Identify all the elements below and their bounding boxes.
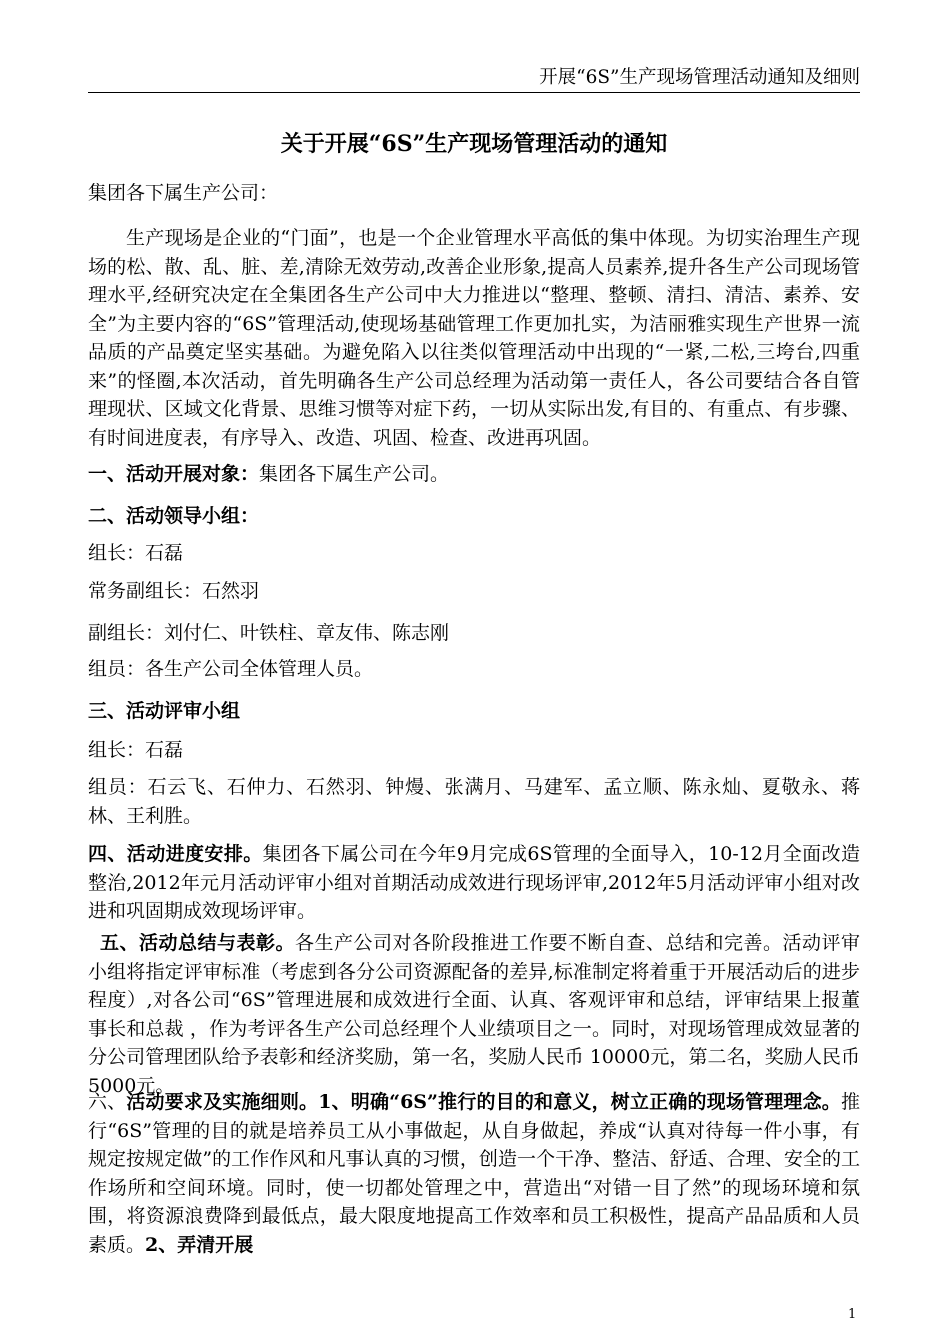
section-6-text: 推行“6S”管理的目的就是培养员工从小事做起，从自身做起，养成“认真对待每一件小事，有规定按规定做”的工作作风和凡事认真的习惯，创造一个干净、整洁、舒适、合理、安全的工作场所和空间环境。同时，使一切都处管理之中，营造出“对错一目了然”的现场环境和氛围，将资源浪费降到最低点，最大限度地提高工作效率和员工积极性，提高产品品质和人员素质。 xyxy=(88,1091,860,1256)
section-2-leader: 组长：石磊 xyxy=(88,542,184,564)
section-5-heading: 五、活动总结与表彰。 xyxy=(100,932,295,954)
section-3-members: 组员：石云飞、石仲力、石然羽、钟熳、张满月、马建军、孟立顺、陈永灿、夏敬永、蒋林、王利胜。 xyxy=(88,776,860,827)
section-6 xyxy=(88,1088,860,1259)
section-2-heading: 二、活动领导小组： xyxy=(88,505,260,527)
section-5 xyxy=(88,929,860,1100)
intro-paragraph: 生产现场是企业的“门面”，也是一个企业管理水平高低的集中体现。为切实治理生产现场的松、散、乱、脏、差,清除无效劳动,改善企业形象,提高人员素养,提升各生产公司现场管理水平,经研究决定在全集团各生产公司中大力推进以“整理、整顿、清扫、清洁、素养、安全”为主要内容的“6S”管理活动,使现场基础管理工作更加扎实，为洁丽雅实现生产世界一流品质的产品奠定坚实基础。为避免陷入以往类似管理活动中出现的“一紧,二松,三垮台,四重来”的怪圈,本次活动，首先明确各生产公司总经理为活动第一责任人，各公司要结合各自管理现状、区域文化背景、思维习惯等对症下药，一切从实际出发,有目的、有重点、有步骤、有时间进度表，有序导入、改造、巩固、检查、改进再巩固。 xyxy=(88,227,860,449)
section-4-text: 集团各下属公司在今年9月完成6S管理的全面导入，10-12月全面改造整治,2012年元月活动评审小组对首期活动成效进行现场评审,2012年5月活动评审小组对改进和巩固期成效现场评审。 xyxy=(88,843,860,922)
header-text: 开展“6S”生产现场管理活动通知及细则 xyxy=(539,67,860,88)
section-6-trailing: 2、弄清开展 xyxy=(145,1233,254,1256)
document-title: 关于开展“6S”生产现场管理活动的通知 xyxy=(280,131,668,157)
section-1-text: 集团各下属生产公司。 xyxy=(259,463,450,485)
section-6-label: 六、 xyxy=(88,1091,127,1113)
section-1 xyxy=(88,460,860,489)
section-4 xyxy=(88,840,860,926)
salutation: 集团各下属生产公司： xyxy=(88,182,279,204)
section-5-text: 各生产公司对各阶段推进工作要不断自查、总结和完善。活动评审小组将指定评审标准（考虑到各分公司资源配备的差异,标准制定将着重于开展活动后的进步程度）,对各公司“6S”管理进展和成效进行全面、认真、客观评审和总结，评审结果上报董事长和总裁 ，作为考评各生产公司总经理个人业绩项目之一。同时，对现场管理成效显著的分公司管理团队给予表彰和经济奖励，第一名，奖励人民币 10000元，第二名，奖励人民币 5000元。 xyxy=(88,932,860,1097)
page-header xyxy=(88,64,860,93)
section-3-leader: 组长：石磊 xyxy=(88,739,184,761)
section-3-heading: 三、活动评审小组 xyxy=(88,700,241,722)
section-6-heading: 活动要求及实施细则。1、明确“6S”推行的目的和意义，树立正确的现场管理理念。 xyxy=(126,1091,841,1113)
section-2-deputies: 副组长：刘付仁、叶铁柱、章友伟、陈志刚 xyxy=(88,622,450,644)
section-2-exec-deputy: 常务副组长：石然羽 xyxy=(88,580,260,602)
section-4-heading: 四、活动进度安排。 xyxy=(88,843,263,865)
section-2-members: 组员：各生产公司全体管理人员。 xyxy=(88,658,374,680)
section-1-heading: 一、活动开展对象： xyxy=(88,463,260,485)
page-number: 1 xyxy=(848,1307,857,1322)
